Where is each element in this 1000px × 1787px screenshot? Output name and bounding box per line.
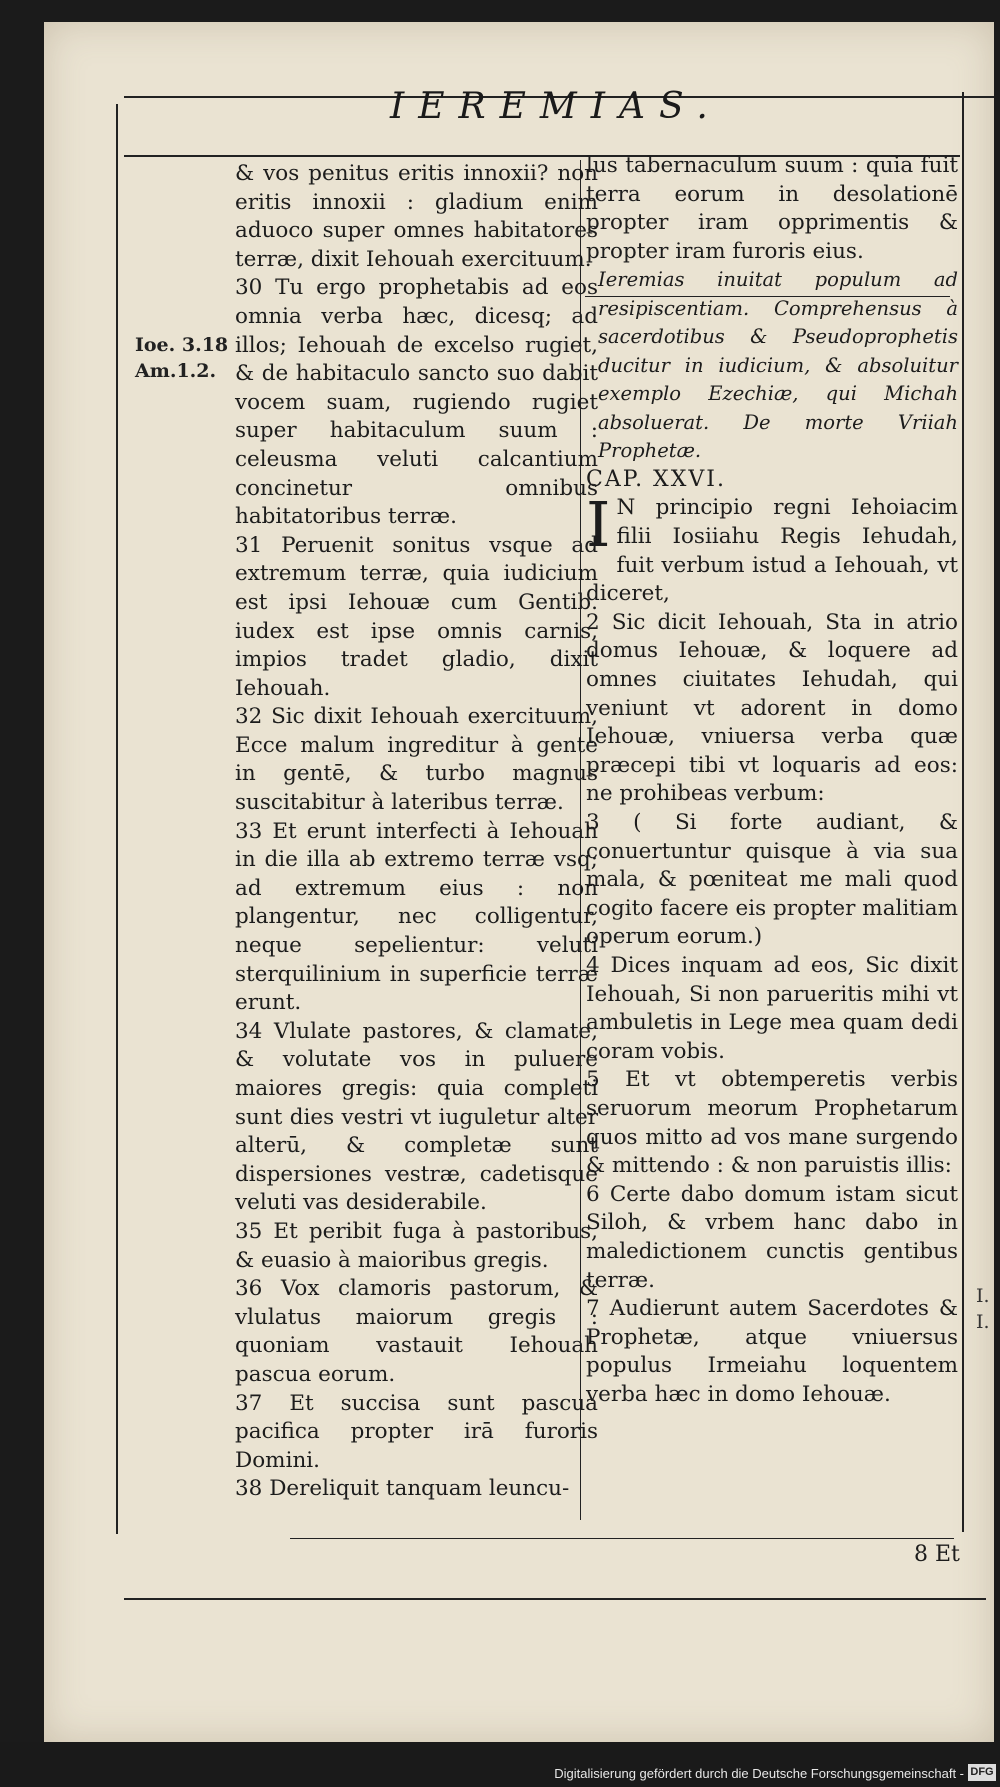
verse-text: 3 ( Si forte audiant, & conuertuntur quisque à via sua mala, & pœniteat me mali quod cogito facere eis propter malitiam operum eorum.) <box>586 810 958 950</box>
drop-cap: I <box>586 488 611 562</box>
verse-text: 5 Et vt obtemperetis verbis seruorum meorum Prophetarum quos mitto ad vos mane surgendo & mittendo : & non paruistis illis: <box>586 1067 958 1179</box>
margin-bleed <box>976 1283 990 1335</box>
dfg-logo: DFG <box>968 1764 996 1781</box>
right-column <box>586 152 958 1409</box>
verse-text: 36 Vox clamoris pastorum, & vlulatus maiorum gregis : quoniam vastauit Iehouah pascua eorum. <box>235 1276 598 1387</box>
verse-text: 4 Dices inquam ad eos, Sic dixit Iehouah, Si non parueritis mihi vt ambuletis in Lege mea quam dedi coram vobis. <box>586 952 958 1064</box>
verse-text: 32 Sic dixit Iehouah exercituum, Ecce malum ingreditur à gente in gentē, & turbo magnus suscitabitur à lateribus terræ. <box>235 704 598 816</box>
page-bottom-rule <box>124 1598 986 1600</box>
digitization-credit: Digitalisierung gefördert durch die Deutsche Forschungsgemeinschaft - <box>554 1766 964 1781</box>
verse-text: & vos penitus eritis innoxii? non eritis innoxii : gladium enim aduoco super omnes habitatores terræ, dixit Iehouah exercituum. <box>235 161 598 272</box>
verse-text <box>586 488 958 608</box>
verse-text: 31 Peruenit sonitus vsque ad extremum terræ, quia iudicium est ipsi Iehouæ cum Gentib. iudex est ipse omnis carnis, impios tradet gladio, dixit Iehouah. <box>235 532 598 701</box>
verse-text: 35 Et peribit fuga à pastoribus, & euasio à maioribus gregis. <box>235 1218 598 1273</box>
margin-references <box>135 332 228 384</box>
bottom-rule <box>290 1538 954 1539</box>
verse-text: 34 Vlulate pastores, & clamate, & volutate vos in puluere maiores gregis: quia completi sunt dies vestri vt iuguletur alter alterū, & completæ sunt dispersiones vestræ, cadetisque veluti vas desiderabile. <box>235 1018 598 1216</box>
catchword: 8 Et <box>914 1542 960 1567</box>
margin-ref: Ioe. 3.18 <box>135 334 229 356</box>
margin-bleed-mark: I. <box>976 1311 990 1333</box>
left-column <box>235 160 598 1504</box>
verse-1-text: N principio regni Iehoiacim filii Iosiiahu Regis Iehudah, fuit verbum istud a Iehouah, vt diceret, <box>586 495 958 607</box>
chapter-summary: Ieremias inuitat populum ad resipiscentiam. Comprehensus à sacerdotibus & Pseudoprophetis ducitur in iudicium, & absoluitur exemplo Ezechiæ, qui Michah absoluerat. De morte Vriiah Prophetæ. <box>598 268 958 463</box>
verse-text: 2 Sic dicit Iehouah, Sta in atrio domus Iehouæ, & loquere ad omnes ciuitates Iehudah, qui veniunt vt adorent in domo Iehouæ, vniuersa verba quæ præcepi tibi vt loquaris ad eos: ne prohibeas verbum: <box>586 609 958 807</box>
verse-text: 33 Et erunt interfecti à Iehouah in die illa ab extremo terræ vsq; ad extremum eius : non plangentur, nec colligentur, neque sepelientur: veluti sterquilinium in superficie terræ erunt. <box>235 818 598 1016</box>
left-frame-rule <box>116 104 118 1534</box>
verse-continuation: lus tabernaculum suum : quia fuit terra eorum in desolationē propter iram opprimentis & propter iram furoris eius. <box>586 153 958 264</box>
verse-text: 6 Certe dabo domum istam sicut Siloh, & vrbem hanc dabo in maledictionem cunctis gentibus terræ. <box>586 1181 958 1293</box>
verse-text: 7 Audierunt autem Sacerdotes & Prophetæ, atque vniuersus populus Irmeiahu loquentem verba hæc in domo Iehouæ. <box>586 1296 958 1407</box>
margin-ref: Am.1.2. <box>135 360 217 382</box>
right-frame-rule <box>962 92 964 1532</box>
verse-text: 30 Tu ergo prophetabis ad eos omnia verba hæc, dicesq; ad illos; Iehouah de excelso rugiet, & de habitaculo sancto suo dabit vocem suam, rugiendo rugiet super habitaculum suum : celeusma veluti calcantium concinetur omnibus habitatoribus terræ. <box>235 275 598 530</box>
verse-text: 38 Dereliquit tanquam leuncu- <box>235 1476 570 1502</box>
running-head: IEREMIAS. <box>390 86 722 127</box>
verse-text: 37 Et succisa sunt pascua pacifica propter irā furoris Domini. <box>235 1390 598 1473</box>
margin-bleed-mark: I. <box>976 1285 990 1307</box>
chapter-title: CAP. XXVI. <box>586 466 726 492</box>
